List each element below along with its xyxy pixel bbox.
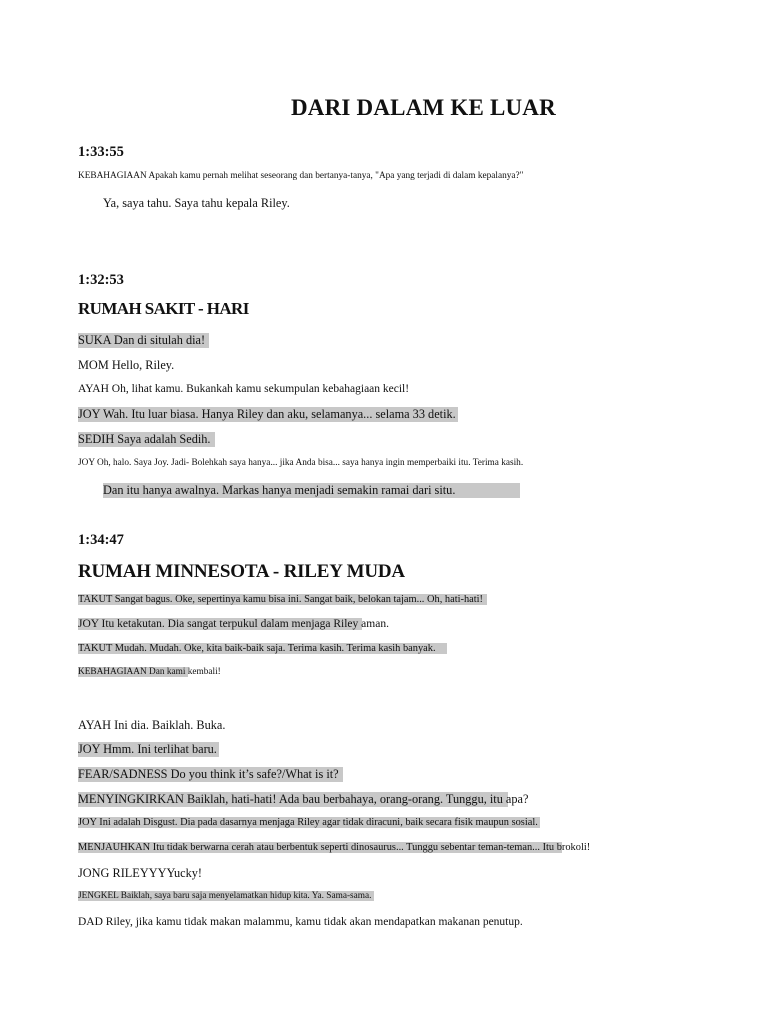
dialogue-line: SEDIH Saya adalah Sedih.: [78, 432, 215, 447]
dialogue-line: JOY Oh, halo. Saya Joy. Jadi- Bolehkah saya hanya... jika Anda bisa... saya hanya ingin memperbaiki itu. Terima kasih.: [78, 458, 524, 468]
timestamp: 1:32:53: [78, 272, 124, 288]
dialogue-line: JONG RILEYYYYucky!: [78, 866, 202, 880]
dialogue-line: MOM Hello, Riley.: [78, 358, 175, 372]
dialogue-line: FEAR/SADNESS Do you think it’s safe?/What is it?: [78, 767, 343, 782]
dialogue-line: DAD Riley, jika kamu tidak makan malammu, kamu tidak akan mendapatkan makanan penutup.: [78, 916, 523, 928]
dialogue-line: MENYINGKIRKAN Baiklah, hati-hati! Ada bau berbahaya, orang-orang. Tunggu, itu apa?: [78, 792, 529, 806]
dialogue-line: KEBAHAGIAAN Apakah kamu pernah melihat seseorang dan bertanya-tanya, "Apa yang terjadi di dalam kepalanya?": [78, 171, 524, 181]
dialogue-line: MENJAUHKAN Itu tidak berwarna cerah atau berbentuk seperti dinosaurus... Tunggu sebentar teman-teman... Itu brokoli!: [78, 842, 591, 853]
dialogue-line: SUKA Dan di situlah dia!: [78, 333, 209, 348]
dialogue-line: JOY Itu ketakutan. Dia sangat terpukul dalam menjaga Riley aman.: [78, 618, 389, 630]
dialogue-line: TAKUT Mudah. Mudah. Oke, kita baik-baik saja. Terima kasih. Terima kasih banyak.: [78, 643, 447, 654]
dialogue-line: AYAH Ini dia. Baiklah. Buka.: [78, 718, 226, 732]
dialogue-line: AYAH Oh, lihat kamu. Bukankah kamu sekumpulan kebahagiaan kecil!: [78, 383, 410, 395]
timestamp: 1:33:55: [78, 144, 124, 160]
document-title: DARI DALAM KE LUAR: [291, 95, 556, 120]
dialogue-line: JOY Ini adalah Disgust. Dia pada dasarnya menjaga Riley agar tidak diracuni, baik secara fisik maupun sosial.: [78, 817, 538, 828]
dialogue-line: JOY Hmm. Ini terlihat baru.: [78, 742, 219, 757]
scene-heading: RUMAH SAKIT - HARI: [78, 299, 249, 318]
scene-heading: RUMAH MINNESOTA - RILEY MUDA: [78, 561, 405, 582]
dialogue-line: JOY Wah. Itu luar biasa. Hanya Riley dan aku, selamanya... selama 33 detik.: [78, 407, 456, 421]
narration-line: Ya, saya tahu. Saya tahu kepala Riley.: [103, 196, 290, 210]
narration-line: Dan itu hanya awalnya. Markas hanya menjadi semakin ramai dari situ.: [103, 483, 520, 498]
dialogue-line: JENGKEL Baiklah, saya baru saja menyelamatkan hidup kita. Ya. Sama-sama.: [78, 891, 374, 901]
dialogue-line: KEBAHAGIAAN Dan kami kembali!: [78, 667, 221, 677]
timestamp: 1:34:47: [78, 532, 124, 548]
dialogue-line: TAKUT Sangat bagus. Oke, sepertinya kamu bisa ini. Sangat baik, belokan tajam... Oh, hati-hati!: [78, 594, 487, 605]
